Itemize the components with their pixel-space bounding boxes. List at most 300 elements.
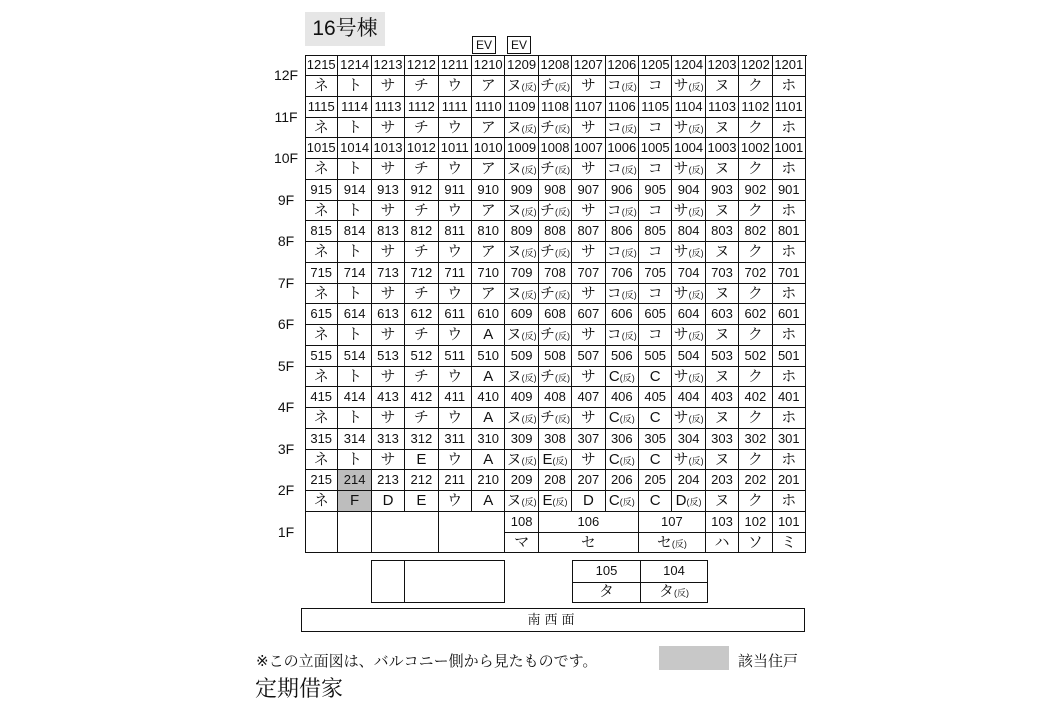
unit-type: ウ [439,118,472,139]
unit-number: 1213 [372,55,405,76]
unit-type: チ [405,159,438,180]
unit-type: サ [572,408,605,429]
unit-number: 1005 [639,138,672,159]
unit-type: チ(反) [539,201,572,222]
unit-number: 414 [338,387,371,408]
unit-number: 309 [505,429,538,450]
unit-number: 105 [595,563,618,578]
unit-type: コ(反) [606,118,639,139]
unit-number: 106 [539,512,639,533]
unit-type: サ [372,408,405,429]
unit-number: 1014 [338,138,371,159]
empty-bay [305,512,338,554]
unit-type: ネ [305,76,338,97]
unit-type: ヌ(反) [505,325,538,346]
unit-type: ヌ [706,284,739,305]
unit-number: 401 [773,387,806,408]
unit-number: 908 [539,180,572,201]
unit-number: 304 [672,429,705,450]
unit-number: 1114 [338,97,371,118]
unit-number: 108 [505,512,538,533]
unit-type: チ(反) [539,284,572,305]
unit-type: チ(反) [539,76,572,97]
unit-type: コ(反) [606,242,639,263]
unit-type: ク [739,408,772,429]
unit-number: 1110 [472,97,505,118]
unit-number: 1210 [472,55,505,76]
unit-number: 907 [572,180,605,201]
unit-type: チ [405,118,438,139]
unit-number: 910 [472,180,505,201]
unit-type: ウ [439,201,472,222]
unit-type: ヌ(反) [505,450,538,471]
floor-label: 2F [277,482,295,498]
unit-number: 814 [338,221,371,242]
unit-type: ア [472,284,505,305]
unit-type: ヌ(反) [505,367,538,388]
unit-number: 709 [505,263,538,284]
unit-number: 715 [305,263,338,284]
unit-type: チ(反) [539,118,572,139]
unit-number: 903 [706,180,739,201]
unit-number: 211 [439,470,472,491]
unit-type: サ(反) [672,284,705,305]
unit-number: 209 [505,470,538,491]
unit-number: 306 [606,429,639,450]
unit-number: 701 [773,263,806,284]
unit-type: チ(反) [539,159,572,180]
unit-type: ク [739,201,772,222]
empty-bay [439,512,506,554]
unit-number: 1012 [405,138,438,159]
unit-number: 201 [773,470,806,491]
unit-number: 809 [505,221,538,242]
unit-number: 1108 [539,97,572,118]
unit-type: ウ [439,284,472,305]
unit-type: ク [739,491,772,512]
unit-number: 510 [472,346,505,367]
unit-number: 902 [739,180,772,201]
unit-type: サ [372,201,405,222]
unit-type: ヌ(反) [505,201,538,222]
unit-type: サ [572,450,605,471]
unit-type: ホ [773,118,806,139]
unit-type: ヌ(反) [505,242,538,263]
unit-number: 1105 [639,97,672,118]
unit-type: サ [572,118,605,139]
unit-number: 609 [505,304,538,325]
unit-type: ヌ [706,242,739,263]
unit-type: D [572,491,605,512]
unit-number: 713 [372,263,405,284]
unit-number: 1208 [539,55,572,76]
unit-type: サ [572,159,605,180]
unit-number: 502 [739,346,772,367]
unit-number: 213 [372,470,405,491]
unit-number: 301 [773,429,806,450]
unit-type: ヌ [706,76,739,97]
floor-label: 1F [277,523,295,540]
unit-number: 407 [572,387,605,408]
unit-number: 710 [472,263,505,284]
unit-number: 1010 [472,138,505,159]
unit-number: 310 [472,429,505,450]
unit-number: 706 [606,263,639,284]
unit-number: 107 [639,512,706,533]
unit-type: A [472,450,505,471]
unit-type: サ(反) [672,325,705,346]
unit-number: 703 [706,263,739,284]
unit-type: チ(反) [539,242,572,263]
empty-bay [338,512,371,554]
unit-number: 1006 [606,138,639,159]
unit-type: チ [405,284,438,305]
unit-number: 812 [405,221,438,242]
unit-type: チ [405,242,438,263]
unit-type: ト [338,408,371,429]
unit-number: 815 [305,221,338,242]
unit-number: 603 [706,304,739,325]
unit-type: ア [472,159,505,180]
unit-type: ホ [773,450,806,471]
unit-type: E(反) [539,450,572,471]
unit-type: サ(反) [672,450,705,471]
unit-number: 904 [672,180,705,201]
unit-number: 205 [639,470,672,491]
unit-number: 215 [305,470,338,491]
unit-type: ウ [439,491,472,512]
unit-type: ウ [439,159,472,180]
unit-number: 1209 [505,55,538,76]
unit-type: ネ [305,491,338,512]
unit-number: 601 [773,304,806,325]
unit-number: 508 [539,346,572,367]
unit-type: ホ [773,325,806,346]
unit-type: ト [338,76,371,97]
unit-type: C(反) [606,408,639,429]
unit-number: 1211 [439,55,472,76]
unit-type: サ [572,367,605,388]
elevation-note: ※この立面図は、バルコニー側から見たものです。 [256,653,598,670]
unit-number: 1215 [305,55,338,76]
unit-type: ク [739,76,772,97]
unit-number: 612 [405,304,438,325]
unit-type: ク [739,118,772,139]
unit-type: チ [405,325,438,346]
unit-number: 714 [338,263,371,284]
unit-number: 515 [305,346,338,367]
unit-type: ネ [305,325,338,346]
unit-number: 707 [572,263,605,284]
unit-type: ホ [773,491,806,512]
unit-number: 911 [439,180,472,201]
unit-number: 1212 [405,55,438,76]
unit-number: 1101 [773,97,806,118]
unit-type: ヌ [706,325,739,346]
unit-number: 811 [439,221,472,242]
unit-type: コ [639,242,672,263]
unit-type: E [405,450,438,471]
unit-number: 315 [305,429,338,450]
unit-type: ウ [439,408,472,429]
annex-box-left [371,560,505,603]
unit-type: サ [372,242,405,263]
unit-number: 411 [439,387,472,408]
elevator-label-2: EV [507,36,531,54]
unit-number: 610 [472,304,505,325]
unit-number: 606 [606,304,639,325]
unit-number: 602 [739,304,772,325]
unit-type: サ [372,325,405,346]
unit-number-highlighted: 214 [338,470,371,491]
unit-number: 711 [439,263,472,284]
unit-number: 1004 [672,138,705,159]
unit-number: 813 [372,221,405,242]
legend-swatch [659,646,729,670]
unit-number: 208 [539,470,572,491]
unit-number: 1203 [706,55,739,76]
unit-number: 511 [439,346,472,367]
unit-type: チ [405,76,438,97]
unit-number: 404 [672,387,705,408]
unit-number: 805 [639,221,672,242]
unit-number: 807 [572,221,605,242]
unit-type: チ(反) [539,408,572,429]
unit-number: 1109 [505,97,538,118]
unit-type: ト [338,325,371,346]
unit-type: ホ [773,367,806,388]
unit-type: A [472,491,505,512]
floor-label: 3F [277,440,295,457]
unit-type: ト [338,242,371,263]
unit-number: 403 [706,387,739,408]
unit-type: サ [372,118,405,139]
unit-number: 311 [439,429,472,450]
building-title: 16号棟 [305,12,385,46]
unit-type: ト [338,159,371,180]
unit-number: 412 [405,387,438,408]
unit-type: ホ [773,284,806,305]
unit-number: 212 [405,470,438,491]
unit-type: ア [472,118,505,139]
unit-number: 607 [572,304,605,325]
unit-type: ヌ [706,201,739,222]
unit-type: ウ [439,367,472,388]
unit-type: チ(反) [539,325,572,346]
unit-number: 712 [405,263,438,284]
unit-number: 507 [572,346,605,367]
unit-type: ホ [773,76,806,97]
unit-type: C(反) [606,450,639,471]
unit-number: 305 [639,429,672,450]
unit-type: チ [405,408,438,429]
unit-type: サ [572,201,605,222]
unit-type: ク [739,367,772,388]
unit-number: 801 [773,221,806,242]
unit-type: サ(反) [672,118,705,139]
unit-type: マ [505,533,538,554]
elevator-label-1: EV [472,36,496,54]
unit-type: A [472,408,505,429]
unit-number: 206 [606,470,639,491]
unit-number: 1009 [505,138,538,159]
unit-number: 1002 [739,138,772,159]
unit-number: 210 [472,470,505,491]
unit-type: サ [572,325,605,346]
unit-type: ウ [439,450,472,471]
floor-label: 8F [277,233,295,249]
unit-type: ホ [773,201,806,222]
unit-number: 1102 [739,97,772,118]
unit-type: C [639,408,672,429]
unit-number: 615 [305,304,338,325]
unit-type: ウ [439,76,472,97]
empty-bay [372,512,439,554]
unit-type: サ(反) [672,242,705,263]
unit-type: ヌ [706,367,739,388]
unit-type: コ(反) [606,159,639,180]
unit-type: サ(反) [672,408,705,429]
unit-number: 1106 [606,97,639,118]
unit-type: ヌ(反) [505,159,538,180]
unit-type: ヌ [706,408,739,429]
unit-number: 103 [706,512,739,533]
unit-type: ネ [305,159,338,180]
unit-number: 912 [405,180,438,201]
unit-type: コ(反) [606,76,639,97]
unit-number: 704 [672,263,705,284]
unit-type: ト [338,450,371,471]
unit-type: ネ [305,367,338,388]
facade-label: 南西面 [301,608,805,632]
unit-type: ヌ(反) [505,76,538,97]
floor-label: 4F [277,399,295,415]
unit-type: ア [472,76,505,97]
unit-type: C(反) [606,491,639,512]
unit-type: ネ [305,450,338,471]
unit-number: 613 [372,304,405,325]
unit-type: ホ [773,408,806,429]
unit-type: C [639,491,672,512]
unit-type: サ(反) [672,201,705,222]
unit-number: 1013 [372,138,405,159]
unit-type: コ [639,325,672,346]
unit-number: 1207 [572,55,605,76]
unit-number: 1204 [672,55,705,76]
unit-type: コ(反) [606,325,639,346]
unit-type: ク [739,159,772,180]
unit-type: E(反) [539,491,572,512]
unit-type: コ [639,159,672,180]
unit-number: 810 [472,221,505,242]
annex-box-right [572,560,708,603]
unit-number: 1111 [439,97,472,118]
floor-label: 12F [273,67,299,83]
unit-number: 307 [572,429,605,450]
unit-type: コ [639,201,672,222]
unit-number: 308 [539,429,572,450]
unit-type: セ [539,533,639,554]
unit-number: 303 [706,429,739,450]
unit-type: チ [405,201,438,222]
unit-type: ク [739,284,772,305]
unit-number: 501 [773,346,806,367]
floor-label: 6F [277,316,295,332]
unit-type: サ [372,76,405,97]
unit-number: 906 [606,180,639,201]
unit-number: 1011 [439,138,472,159]
unit-number: 1115 [305,97,338,118]
unit-type: セ(反) [639,533,706,554]
unit-type: コ(反) [606,284,639,305]
unit-type: コ [639,284,672,305]
unit-type: ヌ [706,491,739,512]
unit-type: ヌ [706,118,739,139]
unit-number: 909 [505,180,538,201]
unit-number: 915 [305,180,338,201]
unit-number: 705 [639,263,672,284]
unit-type: ア [472,201,505,222]
unit-type: チ(反) [539,367,572,388]
unit-type: ウ [439,325,472,346]
unit-type: サ [372,450,405,471]
unit-number: 604 [672,304,705,325]
unit-type: E [405,491,438,512]
unit-number: 413 [372,387,405,408]
unit-type: コ(反) [606,201,639,222]
unit-type: サ [572,242,605,263]
unit-number: 608 [539,304,572,325]
unit-number: 1206 [606,55,639,76]
annex-divider [404,561,405,602]
unit-number: 406 [606,387,639,408]
unit-type: ク [739,325,772,346]
unit-type: ヌ(反) [505,118,538,139]
unit-number: 611 [439,304,472,325]
unit-number: 408 [539,387,572,408]
unit-type: サ [372,159,405,180]
unit-number: 803 [706,221,739,242]
unit-number: 204 [672,470,705,491]
unit-type: C [639,450,672,471]
unit-number: 512 [405,346,438,367]
unit-number: 312 [405,429,438,450]
unit-number: 614 [338,304,371,325]
unit-number: 806 [606,221,639,242]
unit-type: ネ [305,242,338,263]
unit-type: サ(反) [672,367,705,388]
unit-type: ヌ(反) [505,408,538,429]
unit-type: サ(反) [672,159,705,180]
unit-number: 1214 [338,55,371,76]
unit-type: ネ [305,118,338,139]
unit-number: 1003 [706,138,739,159]
unit-number: 1008 [539,138,572,159]
unit-type: サ [572,76,605,97]
unit-number: 1104 [672,97,705,118]
unit-type: チ [405,367,438,388]
unit-type: C [639,367,672,388]
unit-type: A [472,367,505,388]
unit-type: コ [639,118,672,139]
unit-number: 102 [739,512,772,533]
unit-type: ヌ(反) [505,284,538,305]
unit-number: 405 [639,387,672,408]
legend-label: 該当住戸 [738,653,799,670]
unit-number: 409 [505,387,538,408]
unit-number: 509 [505,346,538,367]
unit-type: サ [572,284,605,305]
